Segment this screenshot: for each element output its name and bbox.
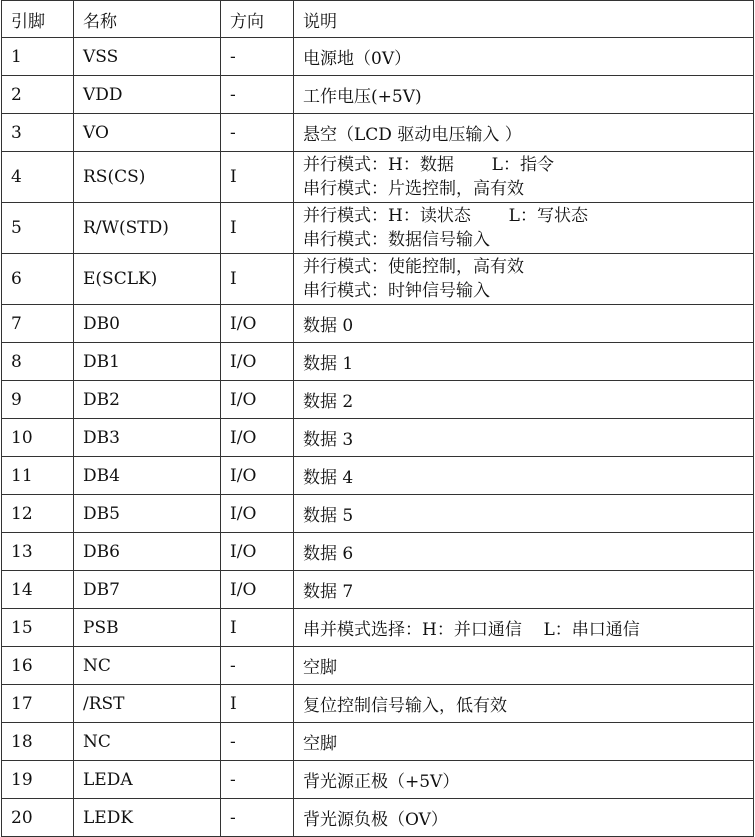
direction-cell: I (221, 254, 294, 305)
direction-cell: - (221, 38, 294, 76)
pin-cell: 5 (2, 203, 74, 254)
header-name: 名称 (74, 1, 221, 38)
pin-cell: 8 (2, 343, 74, 381)
description-cell (294, 76, 754, 114)
header-description: 说明 (294, 1, 754, 38)
name-cell: DB2 (74, 381, 221, 419)
description-line: 并行模式：H：读状态 L：写状态 (303, 206, 588, 226)
direction-cell: I/O (221, 457, 294, 495)
description-line: 并行模式：H：数据 L：指令 (303, 155, 554, 175)
pin-cell: 20 (2, 799, 74, 837)
description-line: 空脚 (303, 734, 337, 754)
description-line: 数据 7 (303, 582, 354, 602)
table-row (2, 685, 754, 723)
description-cell (294, 38, 754, 76)
direction-cell: I/O (221, 305, 294, 343)
name-cell: VDD (74, 76, 221, 114)
name-cell: DB6 (74, 533, 221, 571)
table-row (2, 723, 754, 761)
direction-cell: I/O (221, 381, 294, 419)
table-body (2, 38, 754, 837)
description-line: 数据 5 (303, 506, 354, 526)
pin-cell: 2 (2, 76, 74, 114)
pin-cell: 15 (2, 609, 74, 647)
table-row (2, 761, 754, 799)
description-cell (294, 152, 754, 203)
direction-cell: I/O (221, 533, 294, 571)
table-row (2, 647, 754, 685)
name-cell: LEDK (74, 799, 221, 837)
direction-cell: - (221, 723, 294, 761)
table-row (2, 799, 754, 837)
name-cell: RS(CS) (74, 152, 221, 203)
name-cell: DB3 (74, 419, 221, 457)
pin-cell: 7 (2, 305, 74, 343)
pin-cell: 4 (2, 152, 74, 203)
header-direction: 方向 (221, 1, 294, 38)
description-line: 并行模式：使能控制，高有效 (303, 257, 524, 277)
description-line: 数据 2 (303, 392, 354, 412)
description-cell (294, 571, 754, 609)
table-row (2, 152, 754, 203)
name-cell: DB4 (74, 457, 221, 495)
table-row (2, 419, 754, 457)
table-row (2, 343, 754, 381)
description-line: 悬空（LCD 驱动电压输入 ） (303, 125, 522, 145)
direction-cell: I/O (221, 343, 294, 381)
pin-cell: 16 (2, 647, 74, 685)
table-row (2, 114, 754, 152)
description-cell (294, 203, 754, 254)
name-cell: LEDA (74, 761, 221, 799)
pin-cell: 3 (2, 114, 74, 152)
name-cell: /RST (74, 685, 221, 723)
pin-table (1, 0, 754, 837)
description-cell (294, 723, 754, 761)
pin-cell: 18 (2, 723, 74, 761)
direction-cell: - (221, 799, 294, 837)
table-row (2, 203, 754, 254)
table-row (2, 305, 754, 343)
header-row (2, 1, 754, 38)
table-row (2, 609, 754, 647)
name-cell: DB0 (74, 305, 221, 343)
pin-cell: 6 (2, 254, 74, 305)
description-line: 复位控制信号输入，低有效 (303, 696, 507, 716)
name-cell: DB7 (74, 571, 221, 609)
description-line: 串行模式：片选控制，高有效 (303, 179, 524, 199)
name-cell: DB1 (74, 343, 221, 381)
name-cell: R/W(STD) (74, 203, 221, 254)
description-line: 串行模式：时钟信号输入 (303, 281, 490, 301)
direction-cell: I (221, 152, 294, 203)
direction-cell: I/O (221, 495, 294, 533)
pin-cell: 19 (2, 761, 74, 799)
direction-cell: I/O (221, 419, 294, 457)
pin-cell: 10 (2, 419, 74, 457)
direction-cell: - (221, 76, 294, 114)
description-cell (294, 685, 754, 723)
name-cell: E(SCLK) (74, 254, 221, 305)
pin-cell: 17 (2, 685, 74, 723)
description-line: 工作电压(+5V) (303, 87, 422, 107)
description-cell (294, 343, 754, 381)
description-line: 串行模式：数据信号输入 (303, 230, 490, 250)
pin-cell: 14 (2, 571, 74, 609)
description-line: 背光源负极（OV） (303, 810, 448, 830)
description-line: 数据 1 (303, 354, 354, 374)
table-row (2, 457, 754, 495)
pin-cell: 13 (2, 533, 74, 571)
table-row (2, 76, 754, 114)
direction-cell: I/O (221, 571, 294, 609)
pin-cell: 11 (2, 457, 74, 495)
pin-cell: 9 (2, 381, 74, 419)
table-row (2, 495, 754, 533)
direction-cell: - (221, 114, 294, 152)
description-line: 串并模式选择：H：并口通信 L：串口通信 (303, 620, 640, 640)
name-cell: VSS (74, 38, 221, 76)
description-line: 空脚 (303, 658, 337, 678)
description-cell (294, 609, 754, 647)
description-cell (294, 305, 754, 343)
description-line: 数据 6 (303, 544, 354, 564)
table-row (2, 571, 754, 609)
description-line: 背光源正极（+5V） (303, 772, 460, 792)
name-cell: NC (74, 647, 221, 685)
header-pin: 引脚 (2, 1, 74, 38)
description-line: 电源地（0V） (303, 49, 412, 69)
table-row (2, 533, 754, 571)
table-row (2, 381, 754, 419)
name-cell: NC (74, 723, 221, 761)
description-cell (294, 495, 754, 533)
description-cell (294, 114, 754, 152)
description-cell (294, 799, 754, 837)
description-cell (294, 457, 754, 495)
name-cell: DB5 (74, 495, 221, 533)
name-cell: PSB (74, 609, 221, 647)
description-line: 数据 0 (303, 316, 354, 336)
description-cell (294, 419, 754, 457)
description-cell (294, 381, 754, 419)
description-cell (294, 761, 754, 799)
description-line: 数据 4 (303, 468, 354, 488)
direction-cell: I (221, 203, 294, 254)
table-row (2, 254, 754, 305)
description-cell (294, 533, 754, 571)
pin-cell: 12 (2, 495, 74, 533)
description-cell (294, 254, 754, 305)
direction-cell: - (221, 647, 294, 685)
table-row (2, 38, 754, 76)
description-line: 数据 3 (303, 430, 354, 450)
description-cell (294, 647, 754, 685)
direction-cell: - (221, 761, 294, 799)
direction-cell: I (221, 685, 294, 723)
name-cell: VO (74, 114, 221, 152)
pin-cell: 1 (2, 38, 74, 76)
direction-cell: I (221, 609, 294, 647)
